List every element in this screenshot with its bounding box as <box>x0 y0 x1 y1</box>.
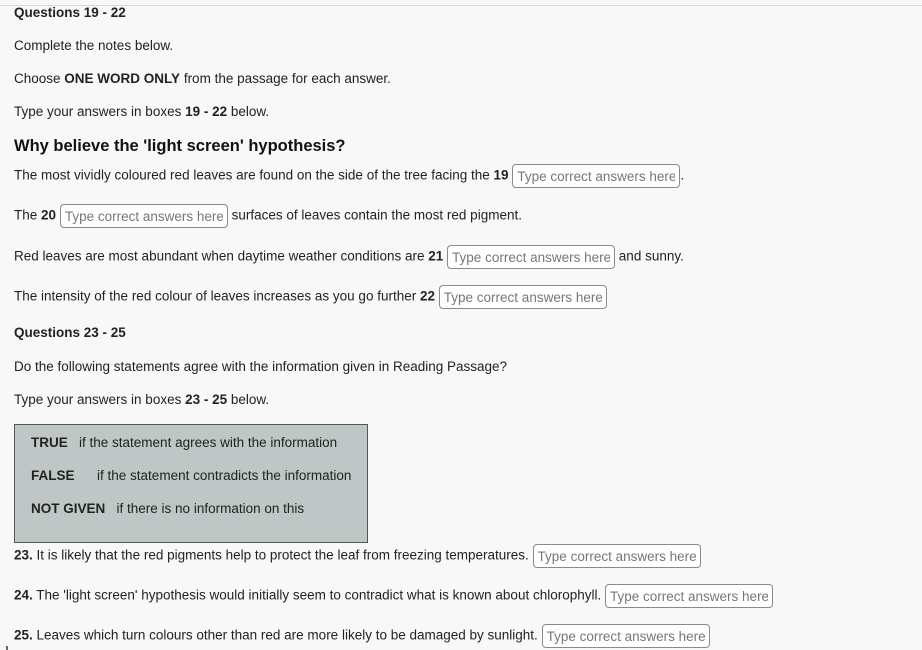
instruction-text: Type your answers in boxes <box>14 392 186 407</box>
question-text: Leaves which turn colours other than red are more likely to be damaged by sunlight. <box>32 627 538 643</box>
answer-input-23[interactable] <box>533 544 701 568</box>
legend-key: TRUE <box>31 435 68 450</box>
top-divider <box>0 5 922 6</box>
question-text: The intensity of the red colour of leaves increases as you go further <box>14 288 420 304</box>
legend-desc: if the statement contradicts the information <box>97 468 352 483</box>
question-number: 20 <box>41 207 57 223</box>
question-text: The <box>14 207 42 223</box>
answer-input-22[interactable] <box>439 285 607 309</box>
question-number: 24. <box>14 587 33 603</box>
answer-input-25[interactable] <box>542 624 710 648</box>
question-19 <box>14 164 684 188</box>
question-text: surfaces of leaves contain the most red pigment. <box>227 207 522 223</box>
notes-heading: Why believe the 'light screen' hypothesis? <box>14 137 346 155</box>
instruction-one-word <box>14 70 391 88</box>
section-title-19-22: Questions 19 - 22 <box>14 5 126 20</box>
answer-input-19[interactable] <box>512 164 680 188</box>
question-text: The most vividly coloured red leaves are found on the side of the tree facing the <box>14 167 494 183</box>
question-number: 25. <box>14 627 33 643</box>
instruction-text: below. <box>227 392 270 407</box>
instruction-text: below. <box>227 104 270 119</box>
question-25 <box>14 624 710 648</box>
instruction-boxes-2 <box>14 391 269 409</box>
question-24 <box>14 584 773 608</box>
instruction-complete-notes: Complete the notes below. <box>14 38 174 53</box>
section-title-23-25: Questions 23 - 25 <box>14 325 126 340</box>
legend-not-given <box>31 501 304 516</box>
answer-key-legend <box>14 424 368 543</box>
question-text: It is likely that the red pigments help to protect the leaf from freezing temperatures. <box>32 547 529 563</box>
question-21 <box>14 245 684 269</box>
question-text: and sunny. <box>615 248 684 264</box>
question-23 <box>14 544 701 568</box>
legend-true <box>31 435 337 450</box>
instruction-text: from the passage for each answer. <box>180 71 391 86</box>
legend-desc: if the statement agrees with the information <box>79 435 338 450</box>
question-number: 23. <box>14 547 33 563</box>
question-text: Red leaves are most abundant when daytime weather conditions are <box>14 248 429 264</box>
answer-input-24[interactable] <box>605 584 773 608</box>
instruction-range: 23 - 25 <box>185 392 228 407</box>
instruction-boxes <box>14 103 269 121</box>
legend-key: NOT GIVEN <box>31 501 106 516</box>
instruction-agree: Do the following statements agree with the information given in Reading Passage? <box>14 359 508 374</box>
legend-key: FALSE <box>31 468 75 483</box>
instruction-emphasis: ONE WORD ONLY <box>64 71 181 86</box>
question-text: The 'light screen' hypothesis would initially seem to contradict what is known about chlorophyll. <box>32 587 602 603</box>
question-number: 19 <box>493 167 509 183</box>
question-number: 21 <box>428 248 444 264</box>
answer-input-21[interactable] <box>447 245 615 269</box>
question-text: . <box>680 167 685 183</box>
question-number: 22 <box>419 288 436 304</box>
answer-input-20[interactable] <box>60 204 228 228</box>
scroll-indicator <box>6 646 16 650</box>
legend-desc: if there is no information on this <box>116 501 305 516</box>
question-20 <box>14 204 522 228</box>
instruction-text: Choose <box>14 71 65 86</box>
legend-false <box>31 468 351 483</box>
question-22 <box>14 285 607 309</box>
instruction-text: Type your answers in boxes <box>14 104 186 119</box>
instruction-range: 19 - 22 <box>185 104 228 119</box>
